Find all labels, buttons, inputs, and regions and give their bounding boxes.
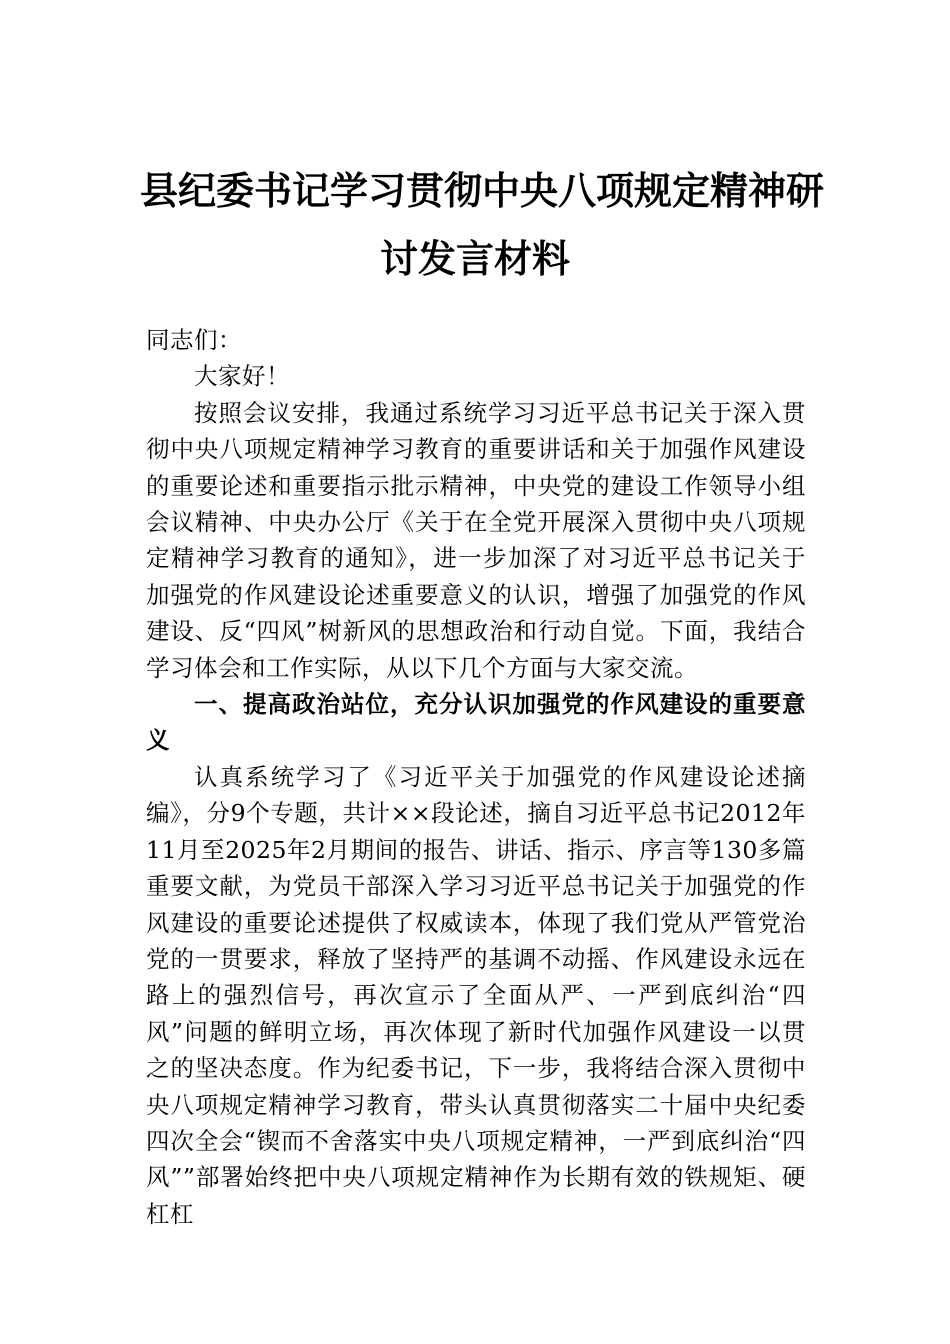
paragraph-intro: 按照会议安排，我通过系统学习习近平总书记关于深入贯彻中央八项规定精神学习教育的重要讲话和关于加强作风建设的重要论述和重要指示批示精神，中央党的建设工作领导小组会议精神、中央办公厅《关于在全党开展深入贯彻中央八项规定精神学习教育的通知》，进一步加深了对习近平总书记关于加强党的作风建设论述重要意义的认识，增强了加强党的作风建设、反“四风”树新风的思想政治和行动自觉。下面，我结合学习体会和工作实际，从以下几个方面与大家交流。 [146,398,806,682]
paragraph-section-1: 认真系统学习了《习近平关于加强党的作风建设论述摘编》，分9个专题，共计××段论述，摘自习近平总书记2012年11月至2025年2月期间的报告、讲话、指示、序言等130多篇重要文献，为党员干部深入学习习近平总书记关于加强党的作风建设的重要论述提供了权威读本，体现了我们党从严管党治党的一贯要求，释放了坚持严的基调不动摇、作风建设永远在路上的强烈信号，再次宣示了全面从严、一严到底纠治“四风”问题的鲜明立场，再次体现了新时代加强作风建设一以贯之的坚决态度。作为纪委书记，下一步，我将结合深入贯彻中央八项规定精神学习教育，带头认真贯彻落实二十届中央纪委四次全会“锲而不舍落实中央八项规定精神，一严到底纠治“四风””部署始终把中央八项规定精神作为长期有效的铁规矩、硬杠杠 [146,762,806,1228]
document-title-line-1: 县纪委书记学习贯彻中央八项规定精神研 [140,168,825,213]
document-title-line-2: 讨发言材料 [379,236,570,281]
section-heading-1: 一、提高政治站位，充分认识加强党的作风建设的重要意义 [146,690,806,755]
greeting: 大家好！ [194,362,290,391]
document-body [146,322,806,1232]
salutation: 同志们： [146,326,242,354]
